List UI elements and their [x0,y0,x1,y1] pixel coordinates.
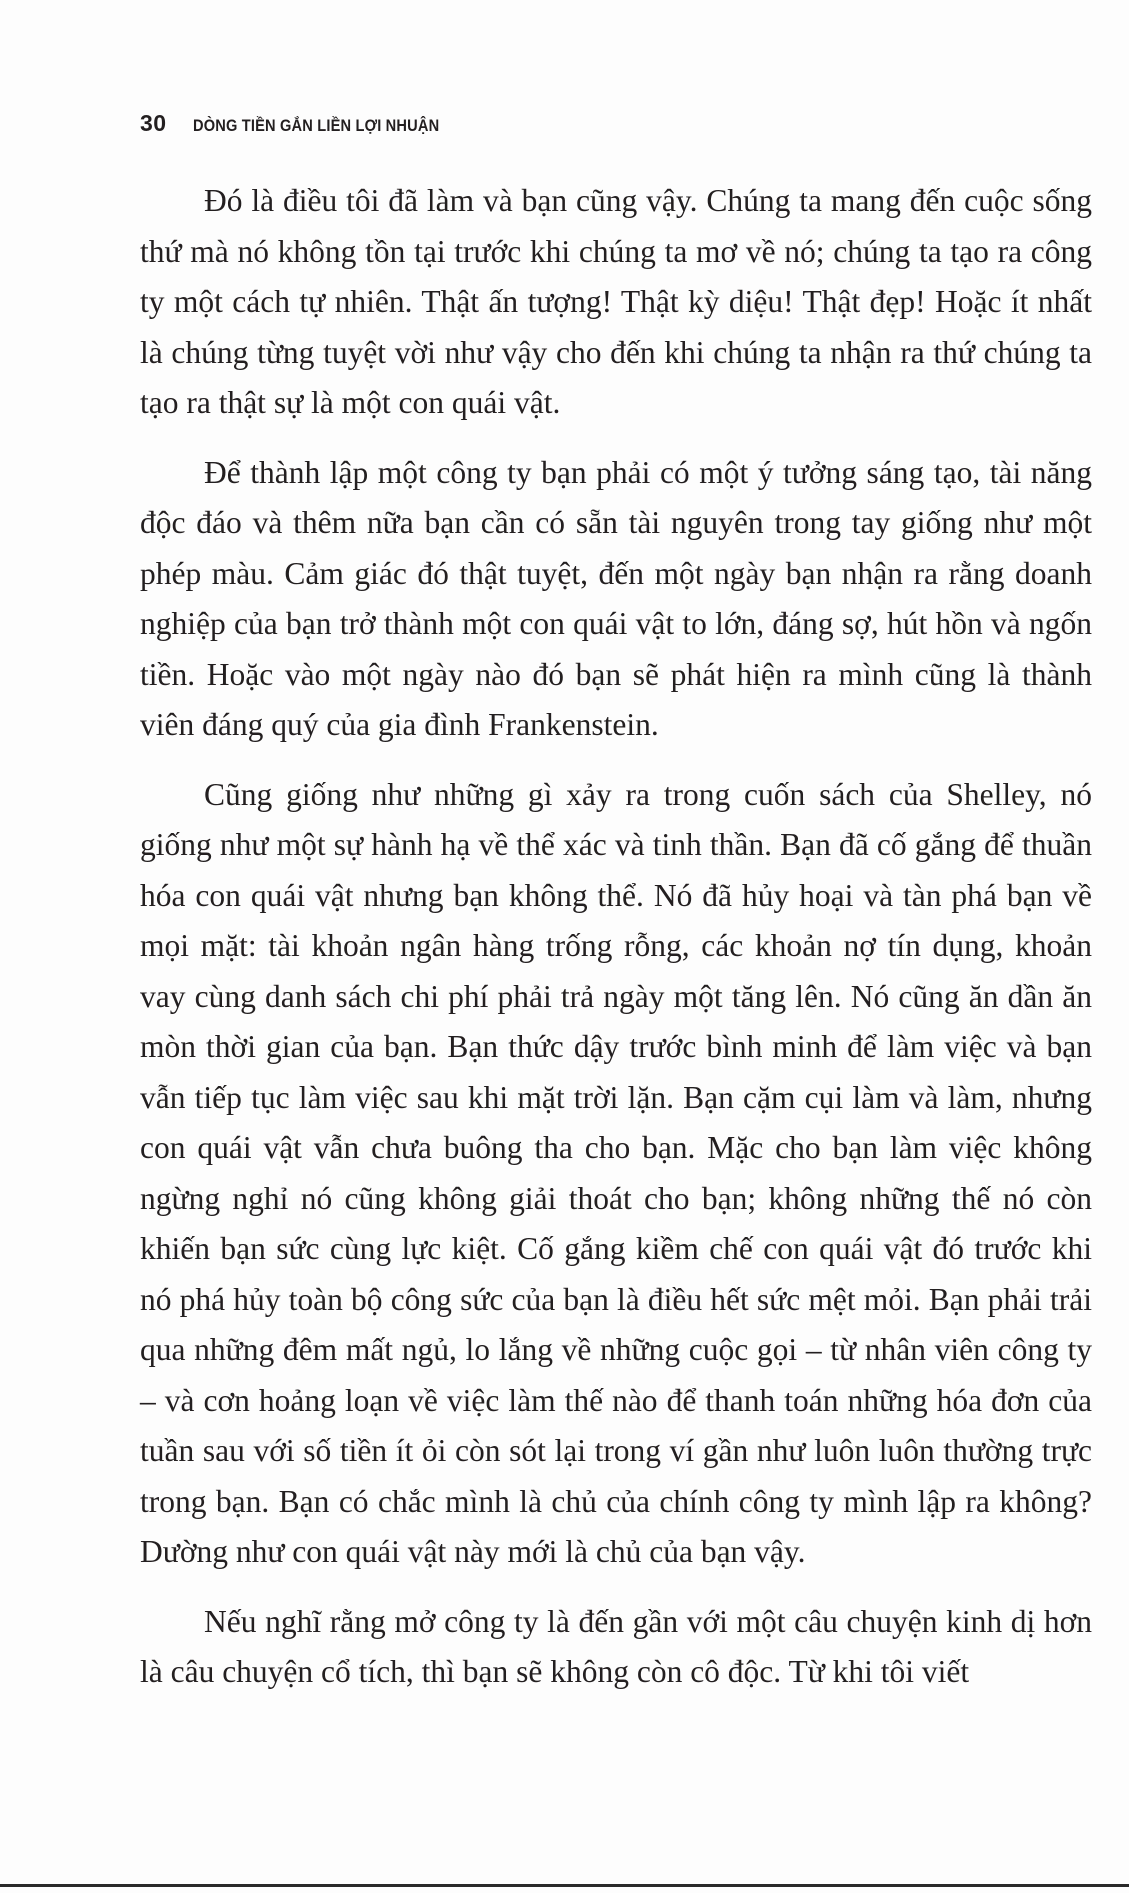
running-header [140,110,479,137]
paragraph: Cũng giống như những gì xảy ra trong cuốn sách của Shelley, nó giống như một sự hành hạ về thể xác và tinh thần. Bạn đã cố gắng để thuần hóa con quái vật nhưng bạn không thể. Nó đã hủy hoại và tàn phá bạn về mọi mặt: tài khoản ngân hàng trống rỗng, các khoản nợ tín dụng, khoản vay cùng danh sách chi phí phải trả ngày một tăng lên. Nó cũng ăn dần ăn mòn thời gian của bạn. Bạn thức dậy trước bình minh để làm việc và bạn vẫn tiếp tục làm việc sau khi mặt trời lặn. Bạn cặm cụi làm và làm, nhưng con quái vật vẫn chưa buông tha cho bạn. Mặc cho bạn làm việc không ngừng nghỉ nó cũng không giải thoát cho bạn; không những thế nó còn khiến bạn sức cùng lực kiệt. Cố gắng kiềm chế con quái vật đó trước khi nó phá hủy toàn bộ công sức của bạn là điều hết sức mệt mỏi. Bạn phải trải qua những đêm mất ngủ, lo lắng về những cuộc gọi – từ nhân viên công ty – và cơn hoảng loạn về việc làm thế nào để thanh toán những hóa đơn của tuần sau với số tiền ít ỏi còn sót lại trong ví gần như luôn luôn thường trực trong bạn. Bạn có chắc mình là chủ của chính công ty mình lập ra không? Dường như con quái vật này mới là chủ của bạn vậy. [140,776,1092,1569]
page-number: 30 [140,110,167,136]
book-title: DÒNG TIỀN GẮN LIỀN LỢI NHUẬN [192,116,439,135]
paragraph: Để thành lập một công ty bạn phải có một ý tưởng sáng tạo, tài năng độc đáo và thêm nữa bạn cần có sẵn tài nguyên trong tay giống như một phép màu. Cảm giác đó thật tuyệt, đến một ngày bạn nhận ra rằng doanh nghiệp của bạn trở thành một con quái vật to lớn, đáng sợ, hút hồn và ngốn tiền. Hoặc vào một ngày nào đó bạn sẽ phát hiện ra mình cũng là thành viên đáng quý của gia đình Frankenstein. [140,454,1092,742]
body-text [140,176,1092,1717]
paragraph: Nếu nghĩ rằng mở công ty là đến gần với một câu chuyện kinh dị hơn là câu chuyện cổ tích, thì bạn sẽ không còn cô độc. Từ khi tôi viết [140,1603,1092,1689]
page-bottom-edge [0,1884,1129,1887]
paragraph: Đó là điều tôi đã làm và bạn cũng vậy. Chúng ta mang đến cuộc sống thứ mà nó không tồn tại trước khi chúng ta mơ về nó; chúng ta tạo ra công ty một cách tự nhiên. Thật ấn tượng! Thật kỳ diệu! Thật đẹp! Hoặc ít nhất là chúng từng tuyệt vời như vậy cho đến khi chúng ta nhận ra thứ chúng ta tạo ra thật sự là một con quái vật. [140,183,1092,420]
